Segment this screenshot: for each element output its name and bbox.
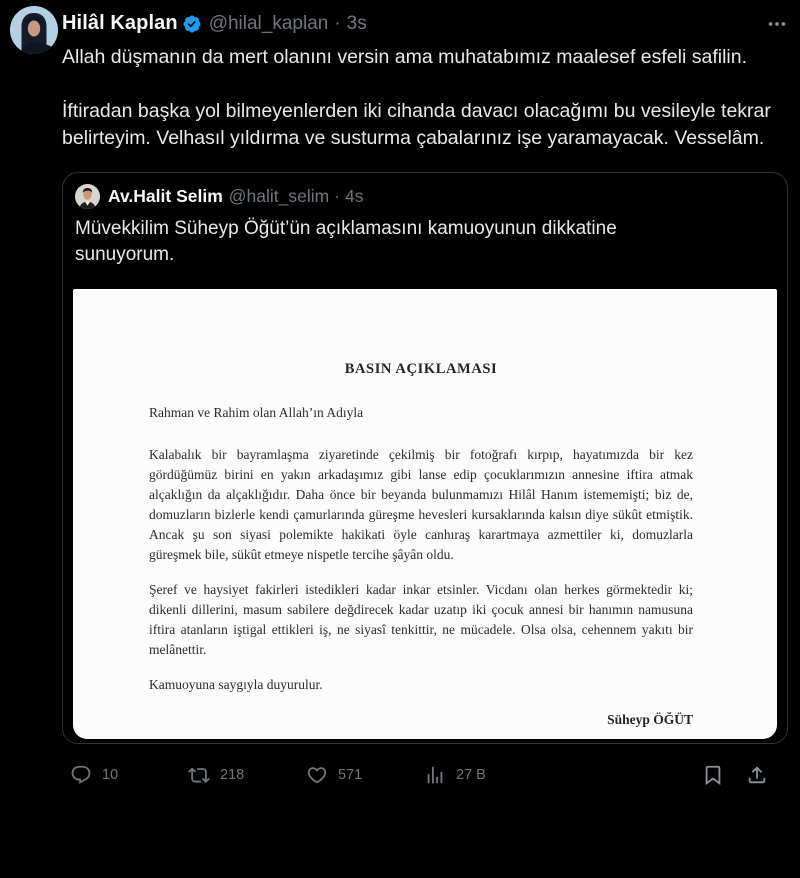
verified-badge-icon bbox=[182, 14, 202, 34]
reply-icon bbox=[70, 764, 92, 786]
document-title: BASIN AÇIKLAMASI bbox=[344, 361, 498, 377]
share-icon[interactable] bbox=[746, 764, 768, 786]
more-icon[interactable] bbox=[766, 13, 788, 35]
document-salutation: Rahman ve Rahim olan Allah’ın Adıyla bbox=[149, 405, 364, 420]
quoted-avatar[interactable] bbox=[75, 184, 100, 209]
quoted-tweet-image[interactable] bbox=[63, 281, 787, 743]
repost-count: 218 bbox=[220, 767, 245, 783]
secondary-actions bbox=[702, 764, 768, 786]
like-count: 571 bbox=[338, 767, 363, 783]
quoted-tweet-text: Müvekkilim Süheyp Öğüt’ün açıklamasını kamuoyunun dikkatine sunuyorum. bbox=[75, 218, 617, 265]
document-content bbox=[73, 289, 777, 728]
views-icon bbox=[424, 764, 446, 786]
tweet-action-bar bbox=[62, 750, 788, 800]
document-paragraph-1: Kalabalık bir bayramlaşma ziyaretinde çekilmiş bir fotoğrafı kırpıp, hayatımızda bir kez gördüğümüz birini en yakın arkadaşımız gibi lanse edip çocuklarımızın annesine iftira atmak alçaklığın da alçaklığıdır. Daha önce bir beyanda bulunmamızı Hilâl Hanım istememişti; biz de, domuzların bizlerle kendi çamurlarında güreşme hevesleri kursaklarında kalsın diye sükût etmiştik. Ancak şu son siyasi polemikte hakikati öyle canhıraş karartmaya azmettiler ki, domuzlarla güreşmek bile, sükût etmeye nispetle tercihe şâyân oldu. bbox=[149, 447, 693, 562]
tweet-timestamp[interactable]: 3s bbox=[346, 12, 367, 34]
avatar-image bbox=[10, 6, 58, 54]
author-handle[interactable]: @hilal_kaplan bbox=[208, 12, 329, 34]
document-signature: Süheyp ÖĞÜT bbox=[607, 712, 693, 727]
quoted-tweet-card[interactable] bbox=[62, 172, 788, 744]
repost-button[interactable] bbox=[188, 764, 306, 786]
tweet-text-paragraph-2: İftiradan başka yol bilmeyenlerden iki cihanda davacı olacağımı bu vesileyle tekrar belirteyim. Velhasıl yıldırma ve susturma çabalarınız işe yaramayacak. Vesselâm. bbox=[62, 100, 771, 149]
quoted-tweet-timestamp[interactable]: 4s bbox=[345, 186, 364, 206]
repost-icon bbox=[188, 764, 210, 786]
quoted-avatar-image bbox=[75, 184, 100, 209]
author-meta bbox=[209, 13, 367, 35]
meta-separator: · bbox=[334, 12, 341, 34]
author-name[interactable]: Hilâl Kaplan bbox=[62, 12, 178, 34]
like-icon bbox=[306, 764, 328, 786]
reply-button[interactable] bbox=[70, 764, 188, 786]
bookmark-icon[interactable] bbox=[702, 764, 724, 786]
press-statement-document bbox=[73, 289, 777, 739]
views-button[interactable] bbox=[424, 764, 542, 786]
document-paragraph-2: Şeref ve haysiyet fakirleri istedikleri kadar inkar etsinler. Vicdanı olan herkes görmektedir ki; dikenli dillerini, masum sabilere değdirecek kadar uzatıp iki çocuk annesi bir hanımın namusuna iftira atanların iştigal ettikleri iş, ne siyasî tenkittir, ne mücadele. Olsa olsa, cehennem yakıtı bir melânettir. bbox=[149, 582, 693, 657]
tweet-header bbox=[62, 12, 788, 35]
document-closing: Kamuoyuna saygıyla duyurulur. bbox=[149, 677, 323, 692]
quoted-author-meta bbox=[229, 186, 364, 207]
quoted-author-name[interactable]: Av.Halit Selim bbox=[108, 186, 223, 206]
view-count: 27 B bbox=[456, 767, 486, 783]
avatar[interactable] bbox=[10, 6, 58, 54]
tweet-text-paragraph-1: Allah düşmanın da mert olanını versin ama muhatabımız maalesef esfeli safilin. bbox=[62, 46, 747, 68]
quoted-meta-separator: · bbox=[334, 186, 341, 206]
quoted-tweet-header bbox=[63, 173, 787, 211]
quoted-author-handle[interactable]: @halit_selim bbox=[228, 186, 330, 206]
reply-count: 10 bbox=[102, 767, 119, 783]
like-button[interactable] bbox=[306, 764, 424, 786]
